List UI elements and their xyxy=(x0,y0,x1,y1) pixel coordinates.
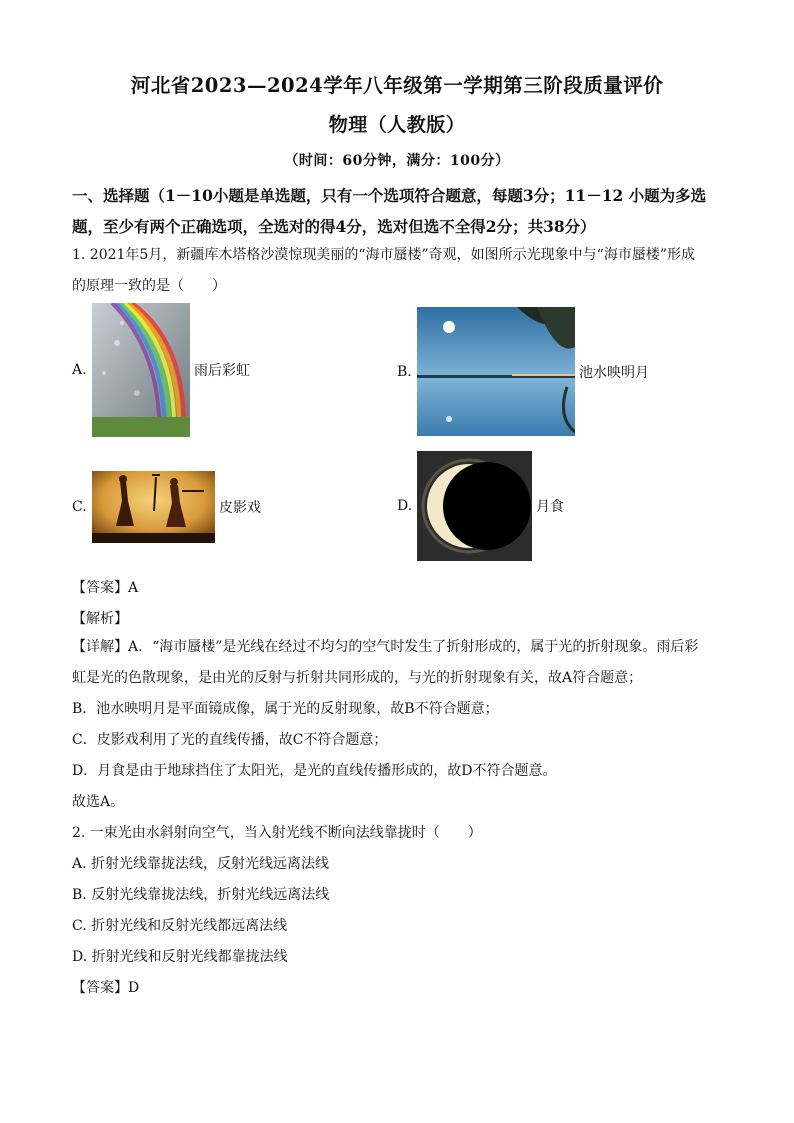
option-b xyxy=(397,307,649,436)
option-a xyxy=(72,303,250,437)
page-title: 河北省2023—2024学年八年级第一学期第三阶段质量评价 xyxy=(130,74,664,97)
question-2-stem: 2. 一束光由水斜射向空气，当入射光线不断向法线靠拢时（ ） xyxy=(72,825,482,841)
question-2-option-a: A. 折射光线靠拢法线，反射光线远离法线 xyxy=(72,856,330,872)
option-c-letter: C. xyxy=(72,499,87,515)
question-2-option-d: D. 折射光线和反射光线都靠拢法线 xyxy=(72,949,288,965)
question-2-option-b: B. 反射光线靠拢法线，折射光线远离法线 xyxy=(72,887,330,903)
question-2-answer: 【答案】D xyxy=(72,980,140,996)
option-c-caption: 皮影戏 xyxy=(219,500,261,516)
option-d xyxy=(397,451,564,561)
detail-conclusion: 故选A。 xyxy=(72,794,125,810)
option-d-letter: D. xyxy=(397,498,413,514)
detail-line-2: 虹是光的色散现象，是由光的反射与折射共同形成的，与光的折射现象有关，故A符合题意； xyxy=(72,670,643,686)
question-2 xyxy=(72,818,732,1004)
question-1-stem xyxy=(72,240,732,302)
exam-meta: （时间：60分钟，满分：100分） xyxy=(284,153,510,169)
option-c xyxy=(72,471,261,543)
option-d-caption: 月食 xyxy=(536,499,564,515)
eclipse-image xyxy=(417,451,532,561)
detail-line-1: 【详解】A．“海市蜃楼”是光线在经过不均匀的空气时发生了折射形成的，属于光的折射现象。雨后彩 xyxy=(72,639,699,655)
question-1-analysis-label: 【解析】 xyxy=(72,611,128,627)
question-1-stem-line-1: 1. 2021年5月，新疆库木塔格沙漠惊现美丽的“海市蜃楼”奇观，如图所示光现象中与“海市蜃楼”形成 xyxy=(72,247,695,263)
rainbow-image xyxy=(92,303,190,437)
question-1-answer: 【答案】A xyxy=(72,580,139,596)
option-a-letter: A. xyxy=(72,362,87,378)
option-b-letter: B. xyxy=(397,363,412,380)
question-1-detail xyxy=(72,632,732,818)
detail-line-3: B．池水映明月是平面镜成像，属于光的反射现象，故B不符合题意； xyxy=(72,701,499,717)
option-b-caption: 池水映明月 xyxy=(579,364,649,381)
page-subtitle: 物理（人教版） xyxy=(328,114,466,136)
section-line-2: 题，至少有两个正确选项，全选对的得4分，选对但选不全得2分；共38分） xyxy=(72,217,596,236)
detail-line-4: C．皮影戏利用了光的直线传播，故C不符合题意； xyxy=(72,732,388,748)
question-1-stem-line-2: 的原理一致的是（ ） xyxy=(72,278,226,294)
option-a-caption: 雨后彩虹 xyxy=(194,363,250,379)
question-2-option-c: C. 折射光线和反射光线都远离法线 xyxy=(72,918,288,934)
section-line-1: 一、选择题（1－10小题是单选题，只有一个选项符合题意，每题3分；11－12 小题为多选 xyxy=(72,186,707,205)
shadow-puppet-image xyxy=(92,471,215,543)
detail-line-5: D．月食是由于地球挡住了太阳光，是光的直线传播形成的，故D不符合题意。 xyxy=(72,763,557,779)
moon-lake-image xyxy=(417,307,575,436)
section-heading xyxy=(72,180,732,242)
